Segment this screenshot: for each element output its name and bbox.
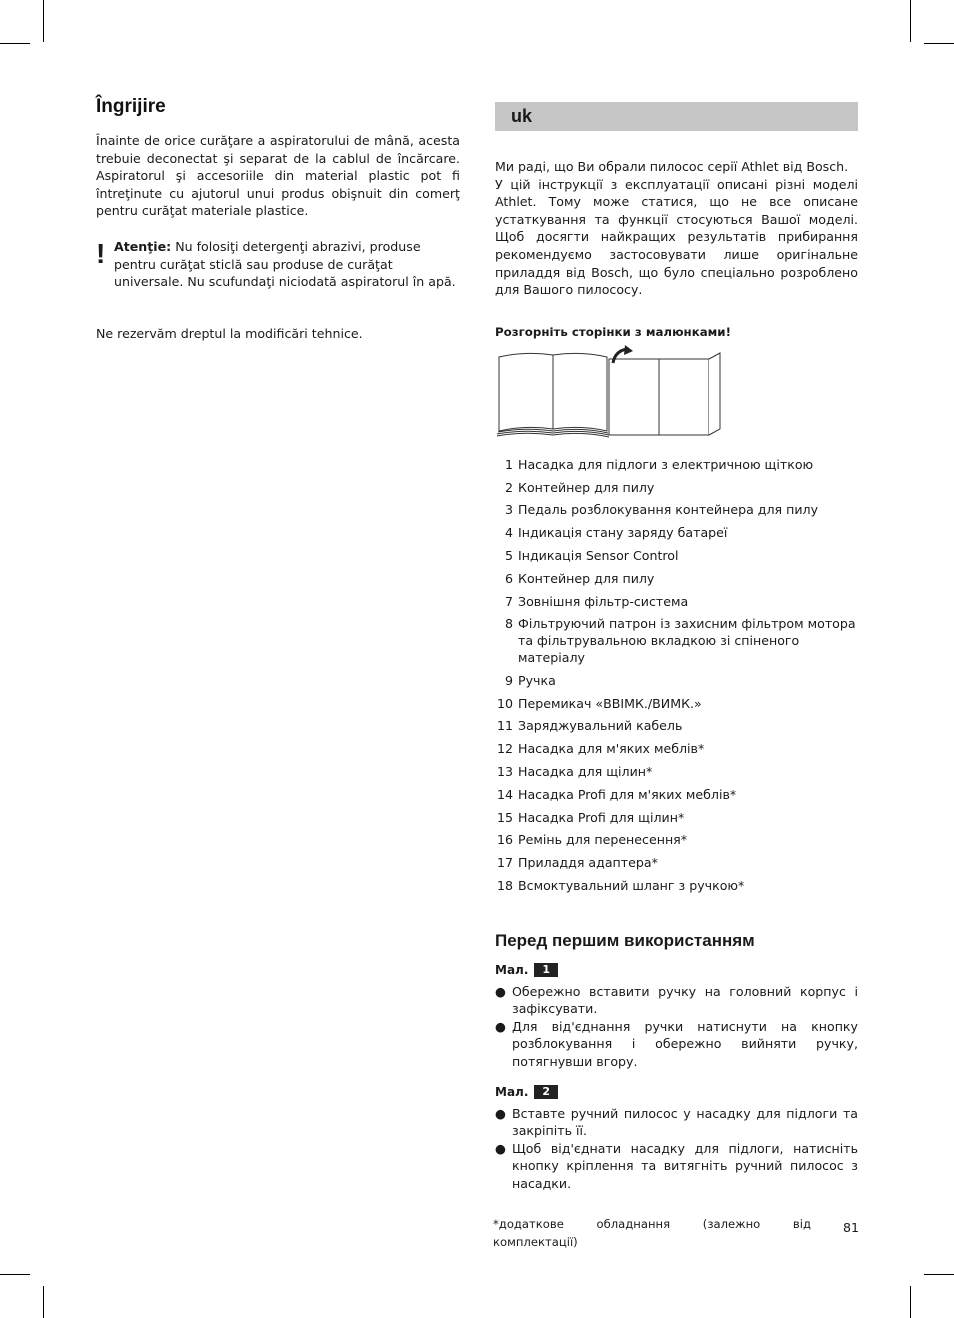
- warning-icon: !: [96, 237, 106, 269]
- part-number: 14: [496, 786, 513, 802]
- list-item: [495, 787, 858, 804]
- part-label: Контейнер для пилу: [518, 479, 655, 495]
- fold-out-pages-illustration: [495, 345, 727, 443]
- list-item: [495, 855, 858, 872]
- part-number: 10: [496, 695, 513, 711]
- left-column: [96, 96, 460, 342]
- figure-ref-1: [495, 963, 858, 977]
- part-number: 8: [504, 616, 513, 632]
- figure-number-box: 2: [534, 1085, 558, 1099]
- part-label: Насадка для м'яких меблів*: [518, 741, 705, 757]
- part-number: 16: [496, 832, 513, 848]
- part-label: Контейнер для пилу: [518, 570, 655, 586]
- bullet-text: Обережно вставити ручку на головний корпус і зафіксувати.: [512, 983, 858, 1017]
- part-label: Насадка для щілин*: [518, 763, 653, 779]
- parts-list: [495, 457, 858, 895]
- figure-ref-2: [495, 1085, 858, 1099]
- part-label: Всмоктувальний шланг з ручкою*: [518, 877, 745, 893]
- right-column: [495, 102, 858, 1193]
- page-number: 81: [843, 1220, 860, 1235]
- technical-changes-note: Ne rezervăm dreptul la modificări tehnice.: [96, 325, 363, 341]
- crop-mark: [43, 1286, 44, 1318]
- part-label: Індикація стану заряду батареї: [518, 525, 728, 541]
- list-item: [495, 832, 858, 849]
- language-bar: [495, 102, 858, 131]
- care-paragraph: Înainte de orice curăţare a aspiratorului de mână, acesta trebuie deconectat şi separat de la cablul de încărcare. Aspiratorul şi accesoriile din material plastic pot fi întreţinute cu ajutorul unui produs obişnuit din comerţ pentru curăţat materiale plastice.: [96, 133, 460, 219]
- list-item: [495, 525, 858, 542]
- bullet-text: Вставте ручний пилосос у насадку для підлоги та закріпіть її.: [512, 1105, 858, 1139]
- list-item: [495, 983, 858, 1018]
- list-item: [495, 810, 858, 827]
- list-item: [495, 616, 858, 666]
- list-item: [495, 741, 858, 758]
- intro-paragraph-1: Ми раді, що Ви обрали пилосос серії Athlet від Bosch.: [495, 159, 849, 174]
- part-number: 5: [504, 547, 513, 563]
- bullet-text: Для від'єднання ручки натиснути на кнопку розблокування і обережно вийняти ручку, потягнувши вгору.: [512, 1018, 858, 1070]
- bullet-icon: ●: [495, 1018, 506, 1034]
- part-number: 12: [496, 741, 513, 757]
- list-item: [495, 1140, 858, 1193]
- part-label: Насадка Profi для м'яких меблів*: [518, 786, 737, 802]
- list-item: [495, 548, 858, 565]
- part-number: 2: [504, 479, 513, 495]
- list-item: [495, 764, 858, 781]
- language-code: uk: [511, 106, 533, 126]
- crop-mark: [0, 1274, 30, 1275]
- part-label: Фільтруючий патрон із захисним фільтром мотора та фільтрувальною вкладкою зі спіненого матеріалу: [518, 616, 856, 665]
- figure-label: Мал.: [495, 962, 529, 977]
- part-number: 6: [504, 570, 513, 586]
- part-label: Педаль розблокування контейнера для пилу: [518, 502, 819, 518]
- list-item: [495, 673, 858, 690]
- list-item: [495, 718, 858, 735]
- part-number: 18: [496, 877, 513, 893]
- warning-body: Nu folosiţi detergenţi abrazivi, produse pentru curăţat sticlă sau produse de curăţat universale. Nu scufundaţi niciodată aspiratorul în apă.: [114, 238, 456, 290]
- figure-2-steps: [495, 1105, 858, 1193]
- crop-mark: [0, 43, 30, 44]
- part-number: 17: [496, 855, 513, 871]
- part-number: 9: [504, 672, 513, 688]
- part-label: Насадка Profi для щілин*: [518, 809, 685, 825]
- bullet-icon: ●: [495, 1140, 506, 1156]
- figure-1-steps: [495, 983, 858, 1071]
- crop-mark: [43, 0, 44, 42]
- bullet-icon: ●: [495, 1105, 506, 1121]
- warning-label: Atenţie:: [114, 238, 172, 254]
- part-label: Ручка: [518, 672, 556, 688]
- list-item: [495, 878, 858, 895]
- list-item: [495, 696, 858, 713]
- list-item: [495, 1105, 858, 1140]
- list-item: [495, 594, 858, 611]
- intro-paragraph-2: У цій інструкції з експлуатації описані різні моделі Athlet. Тому може статися, що не все описане устаткування та функції стосуються Вашої моделі. Щоб досягти найкращих результатів прибирання рекомендуємо застосовувати лише оригінальне приладдя від Bosch, що було спеціально розроблено для Вашого пилососу.: [495, 176, 858, 298]
- fold-out-heading: Розгорніть сторінки з малюнками!: [495, 324, 731, 339]
- warning-text: [114, 238, 460, 291]
- crop-mark: [924, 43, 954, 44]
- part-label: Перемикач «ВВІМК./ВИМК.»: [518, 695, 702, 711]
- part-number: 4: [504, 525, 513, 541]
- part-label: Приладдя адаптера*: [518, 855, 658, 871]
- part-number: 3: [504, 502, 513, 518]
- part-label: Індикація Sensor Control: [518, 547, 679, 563]
- part-number: 1: [504, 456, 513, 472]
- list-item: [495, 480, 858, 497]
- figure-label: Мал.: [495, 1084, 529, 1099]
- list-item: [495, 1018, 858, 1071]
- part-label: Зовнішня фільтр-система: [518, 593, 689, 609]
- figure-number-box: 1: [534, 963, 558, 977]
- care-title: Îngrijire: [96, 96, 166, 117]
- warning-block: [96, 238, 460, 291]
- part-number: 13: [496, 763, 513, 779]
- crop-mark: [910, 0, 911, 42]
- crop-mark: [910, 1286, 911, 1318]
- crop-mark: [924, 1274, 954, 1275]
- part-number: 15: [496, 809, 513, 825]
- list-item: [495, 457, 858, 474]
- part-label: Ремінь для перенесення*: [518, 832, 688, 848]
- section-title: Перед першим використанням: [495, 930, 755, 950]
- bullet-icon: ●: [495, 983, 506, 999]
- part-number: 11: [496, 718, 513, 734]
- list-item: [495, 502, 858, 519]
- list-item: [495, 571, 858, 588]
- part-label: Насадка для підлоги з електричною щіткою: [518, 456, 814, 472]
- bullet-text: Щоб від'єднати насадку для підлоги, натисніть кнопку кріплення та витягніть ручний пилосос з насадки.: [512, 1140, 858, 1192]
- footnote: *додаткове обладнання (залежно від комплектації): [493, 1217, 811, 1249]
- part-number: 7: [504, 593, 513, 609]
- part-label: Заряджувальний кабель: [518, 718, 683, 734]
